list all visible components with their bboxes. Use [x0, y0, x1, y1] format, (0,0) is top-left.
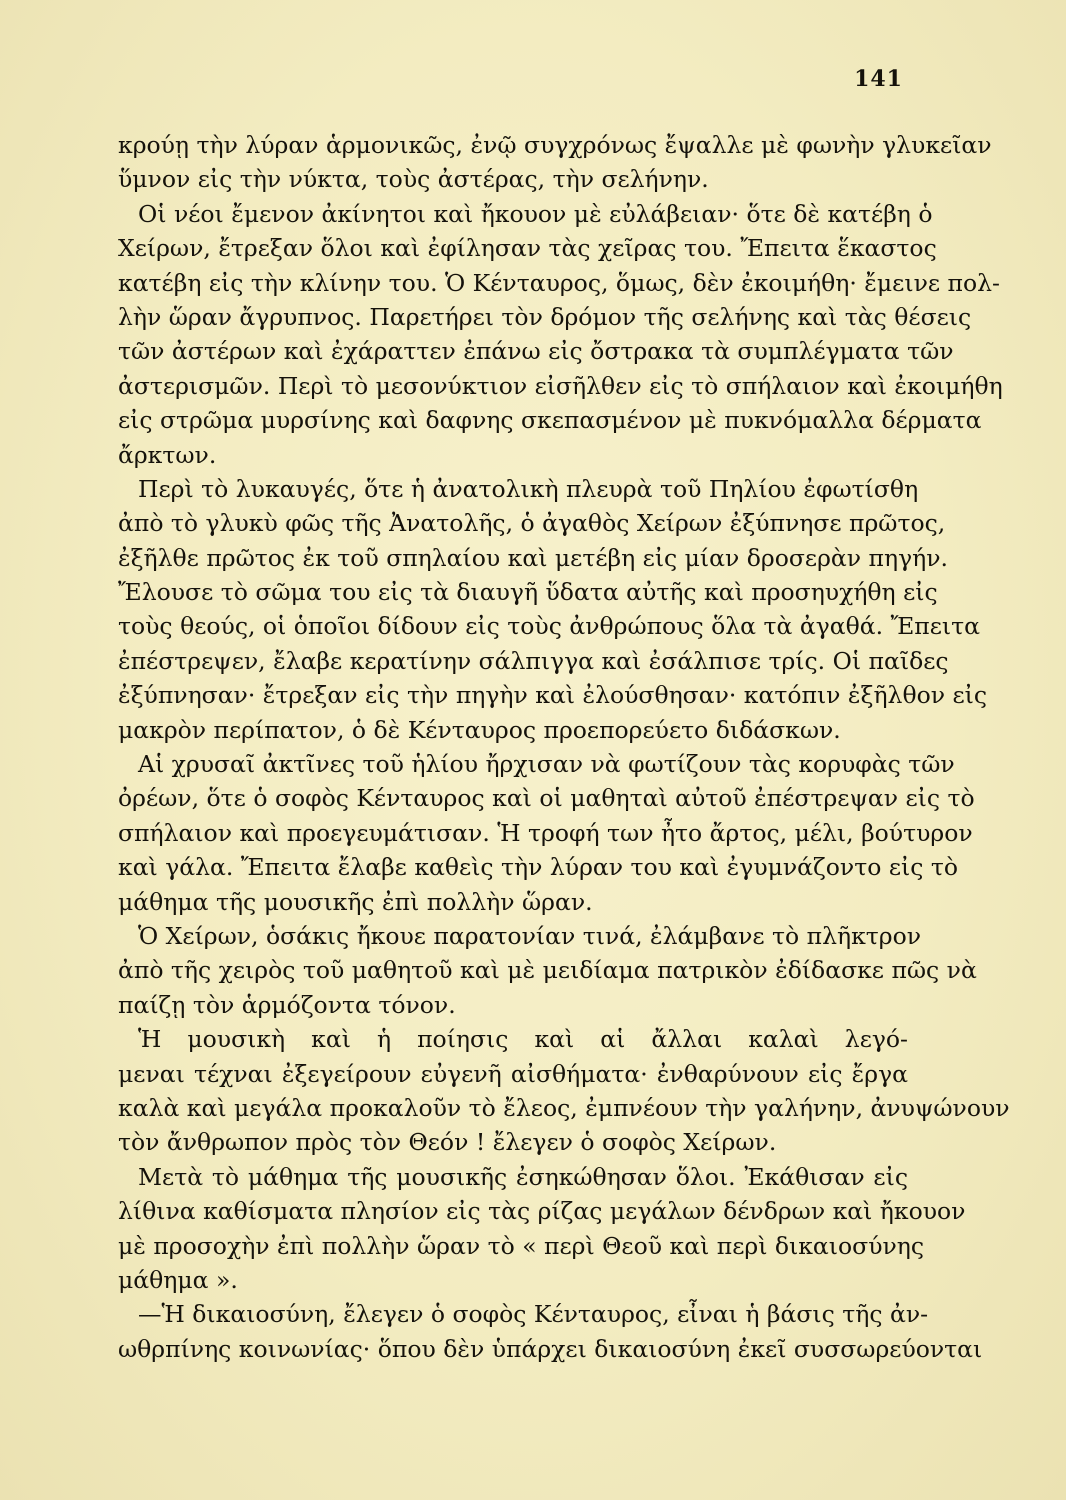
paragraph-5: [118, 919, 977, 1022]
text-line: τῶν ἀστέρων καὶ ἐχάραττεν ἐπάνω εἰς ὄστρακα τὰ συμπλέγματα τῶν: [118, 337, 954, 366]
text-line: μακρὸν περίπατον, ὁ δὲ Κένταυρος προεπορεύετο διδάσκων.: [118, 715, 841, 744]
text-line: μάθημα ».: [118, 1265, 238, 1294]
text-line: ἀστερισμῶν. Περὶ τὸ μεσονύκτιον εἰσῆλθεν εἰς τὸ σπήλαιον καὶ ἐκοιμήθη: [118, 371, 1003, 400]
text-line: Ἔλουσε τὸ σῶμα του εἰς τὰ διαυγῆ ὕδατα αὐτῆς καὶ προσηυχήθη εἰς: [118, 578, 938, 607]
text-line: ἄρκτων.: [118, 440, 217, 469]
text-line: —Ἡ δικαιοσύνη, ἔλεγεν ὁ σοφὸς Κένταυρος, εἶναι ἡ βάσις τῆς ἀν-: [138, 1300, 929, 1329]
text-line: Ὁ Χείρων, ὁσάκις ἤκουε παρατονίαν τινά, ἐλάμβανε τὸ πλῆκτρον: [138, 921, 922, 950]
page-number: 141: [854, 66, 903, 92]
text-line: καλὰ καὶ μεγάλα προκαλοῦν τὸ ἔλεος, ἐμπνέουν τὴν γαλήνην, ἀνυψώνουν: [118, 1093, 1010, 1122]
text-line: καὶ γάλα. Ἔπειτα ἔλαβε καθεὶς τὴν λύραν του καὶ ἐγυμνάζοντο εἰς τὸ: [118, 853, 958, 882]
text-line: ὀρέων, ὅτε ὁ σοφὸς Κένταυρος καὶ οἱ μαθηταὶ αὐτοῦ ἐπέστρεψαν εἰς τὸ: [118, 784, 975, 813]
text-line: κρούῃ τὴν λύραν ἁρμονικῶς, ἐνῷ συγχρόνως ἔψαλλε μὲ φωνὴν γλυκεῖαν: [118, 131, 992, 159]
paragraph-7: [118, 1160, 966, 1298]
text-line: μεναι τέχναι ἐξεγείρουν εὐγενῆ αἰσθήματα· ἐνθαρύνουν εἰς ἔργα: [118, 1059, 908, 1088]
text-line: ἐξῆλθε πρῶτος ἐκ τοῦ σπηλαίου καὶ μετέβη εἰς μίαν δροσερὰν πηγήν.: [118, 543, 948, 572]
text-line: παίζῃ τὸν ἁρμόζοντα τόνον.: [118, 990, 456, 1019]
paragraph-1: [118, 128, 992, 197]
paragraph-6: [118, 1022, 1010, 1160]
text-line: σπήλαιον καὶ προεγευμάτισαν. Ἡ τροφή των ἦτο ἄρτος, μέλι, βούτυρον: [118, 818, 973, 847]
paragraph-4: [118, 747, 975, 919]
text-line: κατέβη εἰς τὴν κλίνην του. Ὁ Κένταυρος, ὅμως, δὲν ἐκοιμήθη· ἔμεινε πολ-: [118, 268, 1000, 297]
paragraph-2: [118, 197, 1003, 472]
text-line: Αἱ χρυσαῖ ἀκτῖνες τοῦ ἡλίου ἤρχισαν νὰ φωτίζουν τὰς κορυφὰς τῶν: [138, 750, 955, 779]
text-line: ωθρπίνης κοινωνίας· ὅπου δὲν ὑπάρχει δικαιοσύνη ἐκεῖ συσσωρεύονται: [118, 1334, 983, 1363]
text-line: Μετὰ τὸ μάθημα τῆς μουσικῆς ἐσηκώθησαν ὅλοι. Ἐκάθισαν εἰς: [138, 1162, 908, 1191]
text-line: ἀπὸ τῆς χειρὸς τοῦ μαθητοῦ καὶ μὲ μειδίαμα πατρικὸν ἐδίδασκε πῶς νὰ: [118, 956, 977, 985]
paragraph-3: [118, 472, 988, 747]
text-line: τοὺς θεούς, οἱ ὁποῖοι δίδουν εἰς τοὺς ἀνθρώπους ὅλα τὰ ἀγαθά. Ἔπειτα: [118, 612, 980, 641]
text-line: Χείρων, ἔτρεξαν ὅλοι καὶ ἐφίλησαν τὰς χεῖρας του. Ἔπειτα ἕκαστος: [118, 234, 937, 263]
text-line: Ἡ μουσικὴ καὶ ἡ ποίησις καὶ αἱ ἄλλαι καλαὶ λεγό-: [138, 1025, 908, 1054]
text-line: Περὶ τὸ λυκαυγές, ὅτε ἡ ἀνατολικὴ πλευρὰ τοῦ Πηλίου ἐφωτίσθη: [138, 474, 919, 503]
text-line: Οἱ νέοι ἔμενον ἀκίνητοι καὶ ἤκουον μὲ εὐλάβειαν· ὅτε δὲ κατέβη ὁ: [138, 199, 933, 228]
body-text: [118, 128, 1010, 1366]
text-line: λὴν ὥραν ἄγρυπνος. Παρετήρει τὸν δρόμον τῆς σελήνης καὶ τὰς θέσεις: [118, 302, 972, 331]
text-line: μὲ προσοχὴν ἐπὶ πολλὴν ὥραν τὸ « περὶ Θεοῦ καὶ περὶ δικαιοσύνης: [118, 1231, 925, 1260]
text-line: ἐξύπνησαν· ἔτρεξαν εἰς τὴν πηγὴν καὶ ἐλούσθησαν· κατόπιν ἐξῆλθον εἰς: [118, 681, 988, 710]
text-line: μάθημα τῆς μουσικῆς ἐπὶ πολλὴν ὥραν.: [118, 887, 593, 916]
text-line: λίθινα καθίσματα πλησίον εἰς τὰς ρίζας μεγάλων δένδρων καὶ ἤκουον: [118, 1197, 966, 1226]
text-line: εἰς στρῶμα μυρσίνης καὶ δαφνης σκεπασμένον μὲ πυκνόμαλλα δέρματα: [118, 406, 982, 435]
text-line: τὸν ἄνθρωπον πρὸς τὸν Θεόν ! ἔλεγεν ὁ σοφὸς Χείρων.: [118, 1128, 777, 1157]
paragraph-8: [118, 1297, 983, 1366]
text-line: ἐπέστρεψεν, ἔλαβε κερατίνην σάλπιγγα καὶ ἐσάλπισε τρίς. Οἱ παῖδες: [118, 646, 949, 675]
text-line: ὕμνον εἰς τὴν νύκτα, τοὺς ἀστέρας, τὴν σελήνην.: [118, 165, 709, 194]
text-line: ἀπὸ τὸ γλυκὺ φῶς τῆς Ἀνατολῆς, ὁ ἀγαθὸς Χείρων ἐξύπνησε πρῶτος,: [118, 509, 946, 538]
